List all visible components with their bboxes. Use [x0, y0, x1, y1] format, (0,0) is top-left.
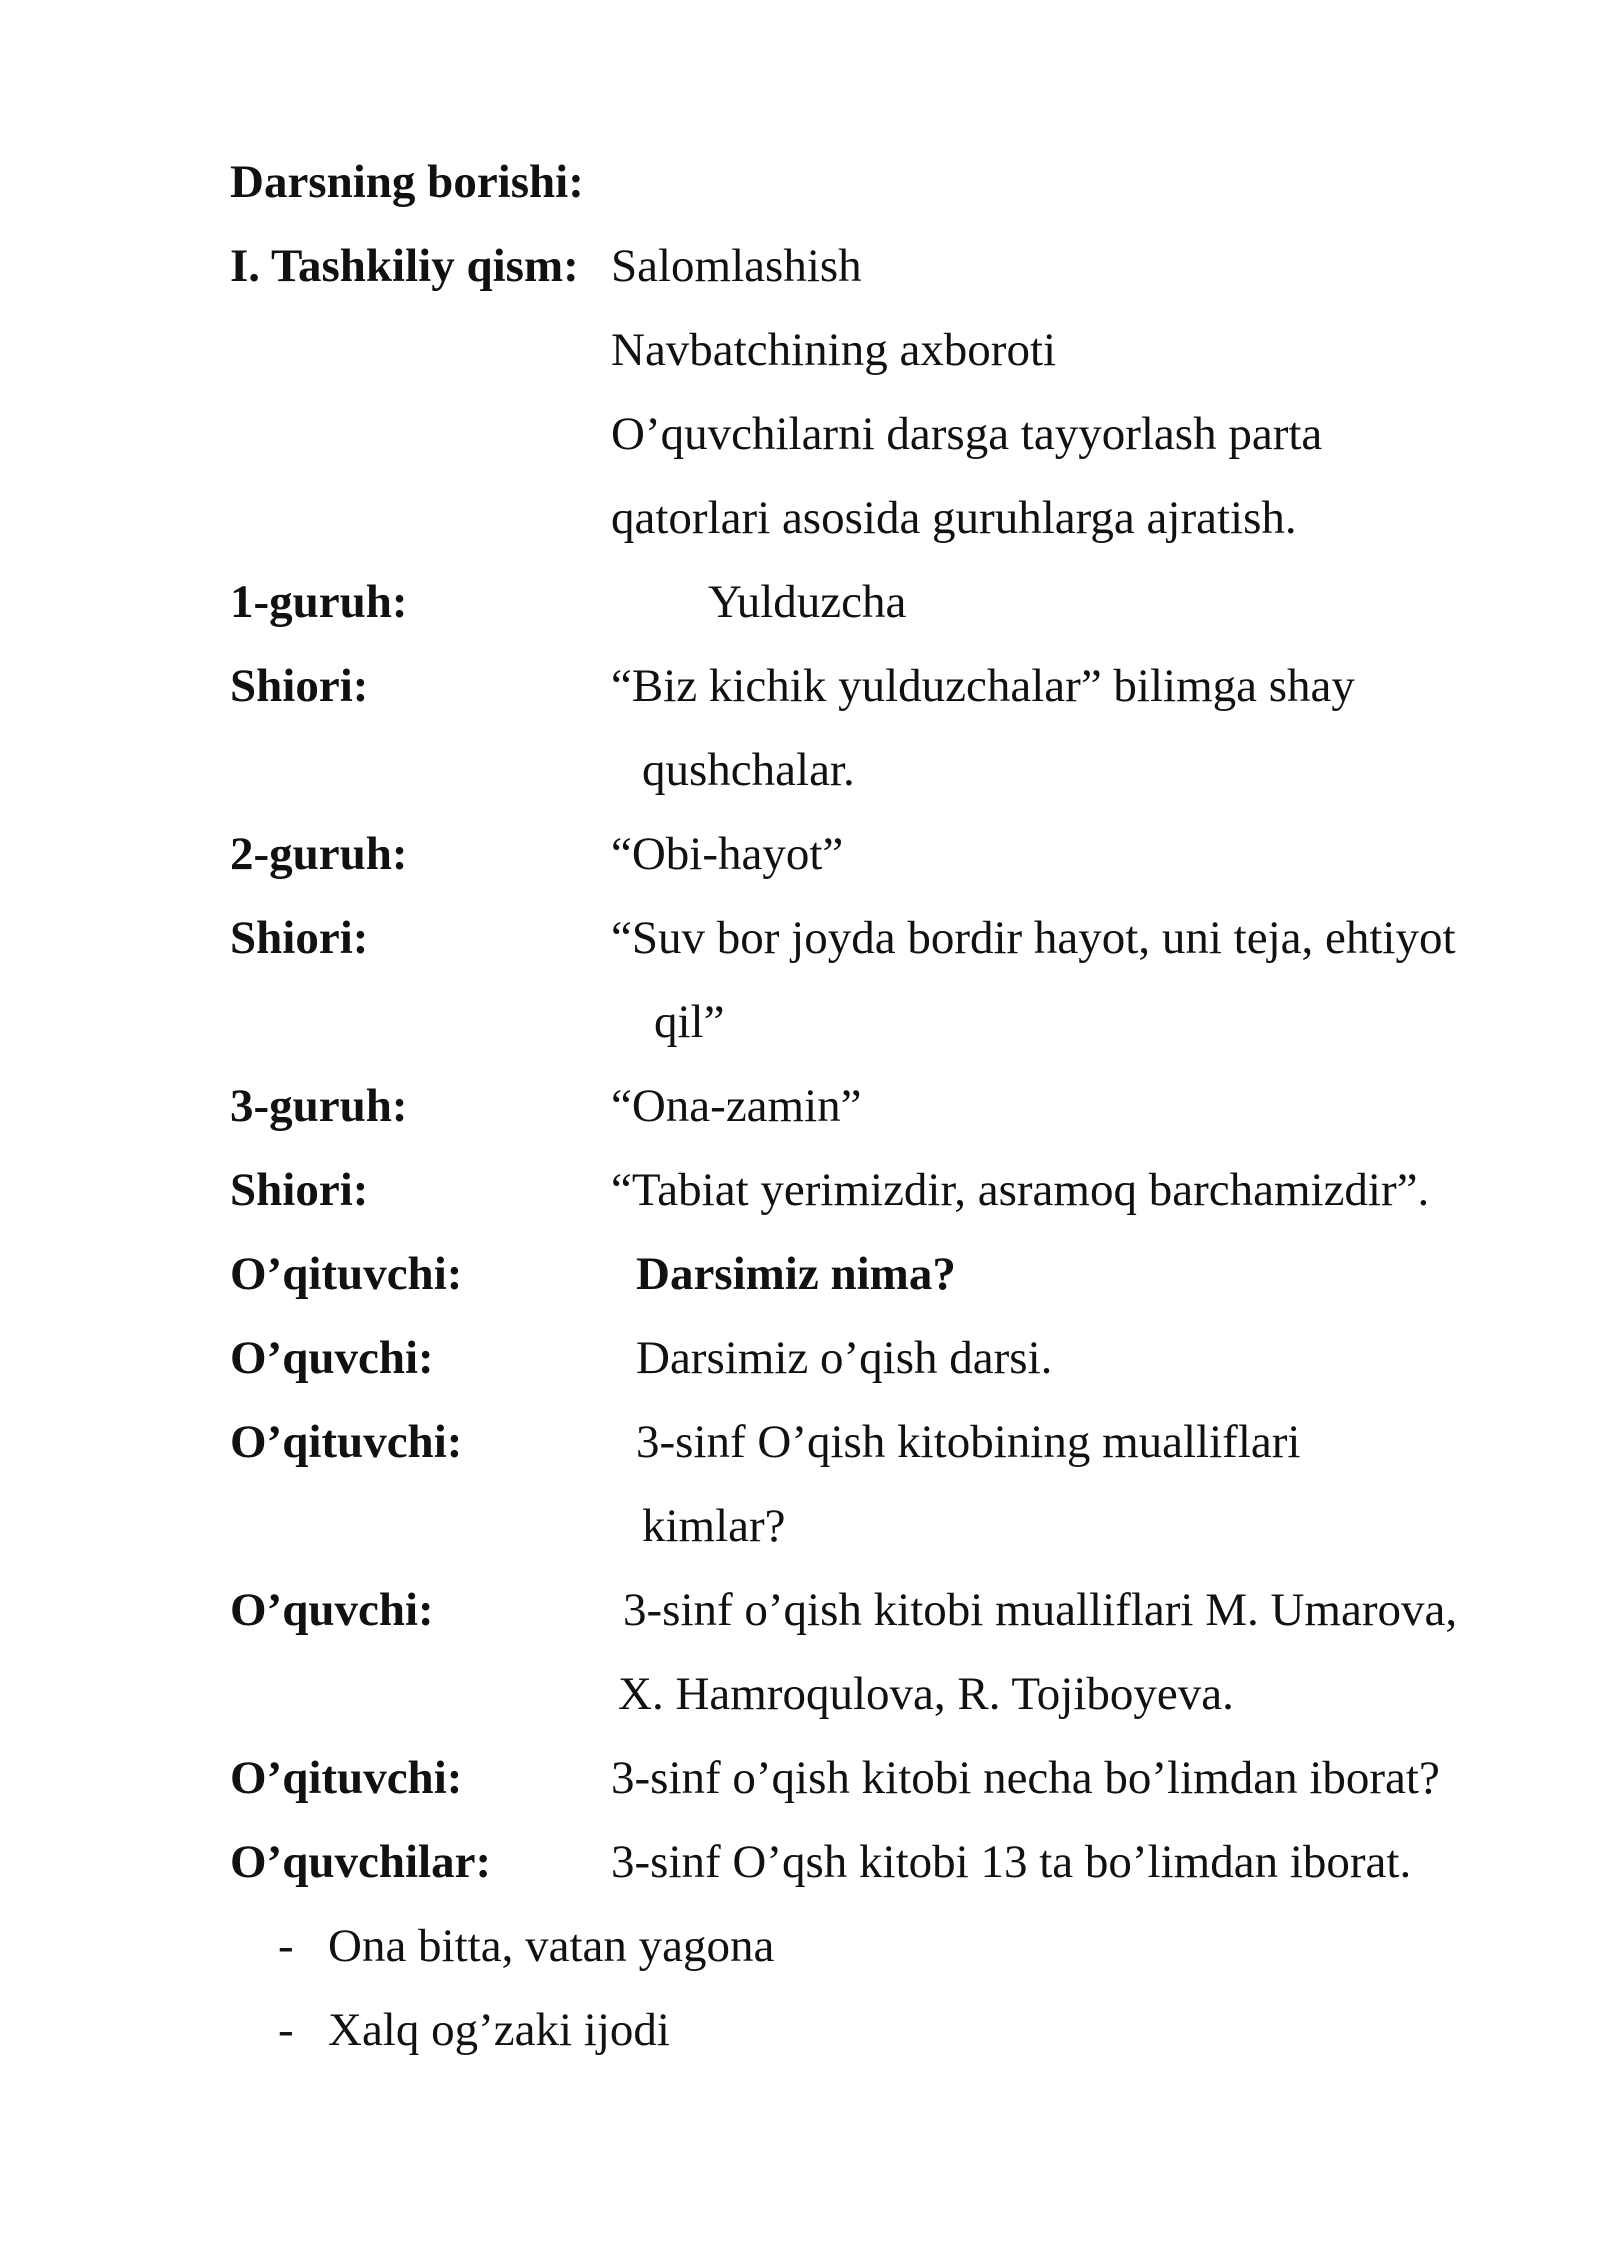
section-text: qatorlari asosida guruhlarga ajratish. — [611, 492, 1297, 544]
utterance: 3-sinf O’qish kitobining mualliflari — [636, 1416, 1301, 1468]
motto-label: Shiori: — [230, 1164, 369, 1216]
section-label: I. Tashkiliy qism: — [230, 240, 579, 292]
utterance: 3-sinf o’qish kitobi mualliflari M. Umarova, — [623, 1584, 1458, 1636]
heading: Darsning borishi: — [230, 156, 584, 208]
speaker: O’qituvchi: — [230, 1416, 463, 1468]
motto-text: “Suv bor joyda bordir hayot, uni teja, ehtiyot — [611, 912, 1456, 964]
group-label: 1-guruh: — [230, 576, 408, 628]
bullet-marker: - — [278, 1920, 294, 1972]
group-name: Yulduzcha — [708, 576, 907, 628]
utterance: 3-sinf O’qsh kitobi 13 ta bo’limdan iborat. — [611, 1836, 1412, 1888]
section-text: O’quvchilarni darsga tayyorlash parta — [611, 408, 1323, 460]
section-text: Salomlashish — [611, 240, 862, 292]
motto-text: qushchalar. — [642, 744, 855, 796]
group-name: “Ona-zamin” — [611, 1080, 862, 1132]
motto-label: Shiori: — [230, 660, 369, 712]
speaker: O’quvchilar: — [230, 1836, 492, 1888]
utterance: Darsimiz nima? — [636, 1248, 956, 1300]
section-text: Navbatchining axboroti — [611, 324, 1057, 376]
group-label: 2-guruh: — [230, 828, 408, 880]
bullet-text: Xalq og’zaki ijodi — [328, 2004, 670, 2056]
bullet-text: Ona bitta, vatan yagona — [328, 1920, 775, 1972]
utterance: kimlar? — [642, 1500, 786, 1552]
bullet-marker: - — [278, 2004, 294, 2056]
speaker: O’quvchi: — [230, 1584, 434, 1636]
speaker: O’qituvchi: — [230, 1752, 463, 1804]
group-name: “Obi-hayot” — [611, 828, 844, 880]
motto-label: Shiori: — [230, 912, 369, 964]
motto-text: qil” — [654, 996, 725, 1048]
motto-text: “Biz kichik yulduzchalar” bilimga shay — [611, 660, 1355, 712]
utterance: Darsimiz o’qish darsi. — [636, 1332, 1053, 1384]
motto-text: “Tabiat yerimizdir, asramoq barchamizdir”. — [611, 1164, 1430, 1216]
utterance: X. Hamroqulova, R. Tojiboyeva. — [618, 1668, 1234, 1720]
utterance: 3-sinf o’qish kitobi necha bo’limdan iborat? — [611, 1752, 1440, 1804]
speaker: O’qituvchi: — [230, 1248, 463, 1300]
speaker: O’quvchi: — [230, 1332, 434, 1384]
group-label: 3-guruh: — [230, 1080, 408, 1132]
